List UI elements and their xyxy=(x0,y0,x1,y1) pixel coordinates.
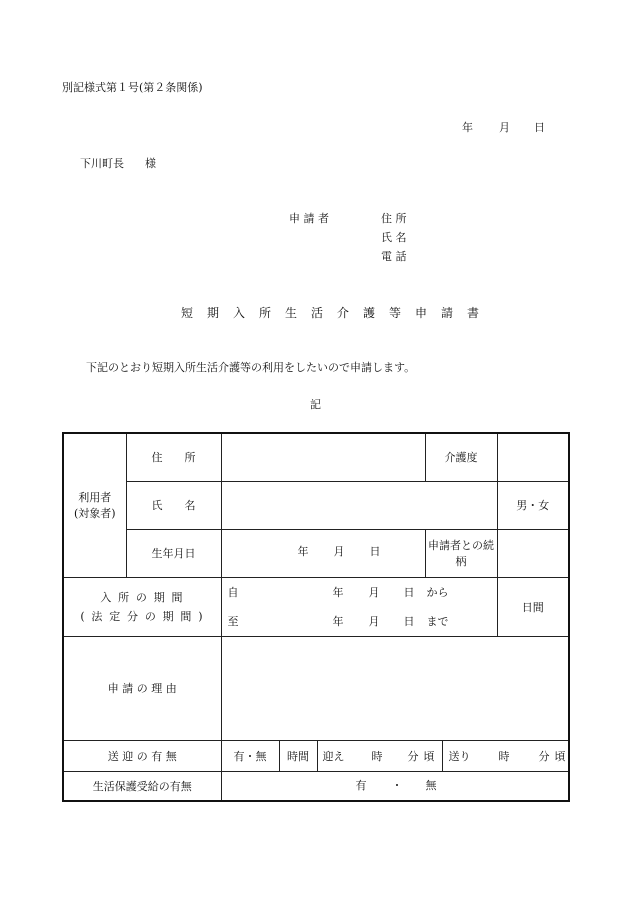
from-label: 自 xyxy=(227,585,239,599)
document-title: 短期入所生活介護等申請書 xyxy=(181,306,494,320)
application-table xyxy=(62,432,570,802)
birthdate-value[interactable] xyxy=(221,529,425,577)
welfare-label: 生活保護受給の有無 xyxy=(63,771,221,801)
pickup-minute-label: 分 xyxy=(407,749,419,763)
pickup-hour-label: 時 xyxy=(371,749,383,763)
days-label: 日間 xyxy=(497,577,569,636)
intro-text: 下記のとおり短期入所生活介護等の利用をしたいので申請します。 xyxy=(86,361,416,374)
welfare-yes[interactable]: 有 xyxy=(355,778,367,792)
pickup-time[interactable] xyxy=(318,741,443,771)
dropoff-label: 送り xyxy=(448,749,471,763)
date-month-label: 月 xyxy=(499,121,510,134)
welfare-no[interactable]: 無 xyxy=(425,778,437,792)
transport-label: 送 迎 の 有 無 xyxy=(63,740,221,771)
period-label: 入 所 の 期 間 xyxy=(100,591,185,604)
birth-day-label: 日 xyxy=(369,545,381,558)
reason-label: 申 請 の 理 由 xyxy=(63,636,221,740)
address-label: 住 所 xyxy=(126,433,221,481)
welfare-dot: ・ xyxy=(391,778,403,792)
name-value[interactable] xyxy=(221,481,497,529)
from-year-label: 年 xyxy=(332,585,344,599)
pickup-approx-label: 頃 xyxy=(423,749,435,763)
to-month-label: 月 xyxy=(368,614,380,628)
name-label: 氏 名 xyxy=(126,481,221,529)
to-label: 至 xyxy=(227,614,239,628)
dropoff-time[interactable] xyxy=(443,741,569,771)
time-label: 時間 xyxy=(280,741,318,771)
addressee-suffix: 様 xyxy=(145,157,156,170)
made-label: まで xyxy=(426,614,449,628)
date-day-label: 日 xyxy=(534,121,545,134)
date-year-label: 年 xyxy=(462,121,473,134)
transport-value xyxy=(221,740,569,771)
kara-label: から xyxy=(426,585,449,599)
period-value[interactable] xyxy=(221,577,497,636)
user-label-cell xyxy=(63,433,126,577)
from-day-label: 日 xyxy=(403,585,415,599)
user-label-sub: (対象者) xyxy=(73,507,116,521)
welfare-value[interactable] xyxy=(221,771,569,801)
user-label: 利用者 xyxy=(78,491,112,505)
addressee: 下川町長 xyxy=(80,157,124,170)
birth-year-label: 年 xyxy=(297,545,309,558)
birth-month-label: 月 xyxy=(333,545,345,558)
applicant-phone-label: 電 話 xyxy=(381,250,407,263)
ki-label: 記 xyxy=(310,398,321,411)
pickup-label: 迎え xyxy=(322,749,345,763)
period-label-sub: ( 法 定 分 の 期 間 ) xyxy=(80,610,205,623)
relation-value[interactable] xyxy=(497,529,569,577)
form-number: 別記様式第１号(第２条関係) xyxy=(62,81,203,94)
applicant-address-label: 住 所 xyxy=(381,212,407,225)
dropoff-minute-label: 分 xyxy=(538,749,550,763)
dropoff-hour-label: 時 xyxy=(498,749,510,763)
period-label-cell xyxy=(63,577,221,636)
address-value[interactable] xyxy=(221,433,425,481)
applicant-name-label: 氏 名 xyxy=(381,231,407,244)
relation-label: 申請者との続柄 xyxy=(425,529,497,577)
care-level-value[interactable] xyxy=(497,433,569,481)
dropoff-approx-label: 頃 xyxy=(554,749,566,763)
to-year-label: 年 xyxy=(332,614,344,628)
transport-yes-no[interactable]: 有・無 xyxy=(222,741,280,771)
care-level-label: 介護度 xyxy=(425,433,497,481)
gender-selector[interactable]: 男・女 xyxy=(497,481,569,529)
birthdate-label: 生年月日 xyxy=(126,529,221,577)
to-day-label: 日 xyxy=(403,614,415,628)
from-month-label: 月 xyxy=(368,585,380,599)
reason-value[interactable] xyxy=(221,636,569,740)
applicant-label: 申 請 者 xyxy=(289,212,329,225)
